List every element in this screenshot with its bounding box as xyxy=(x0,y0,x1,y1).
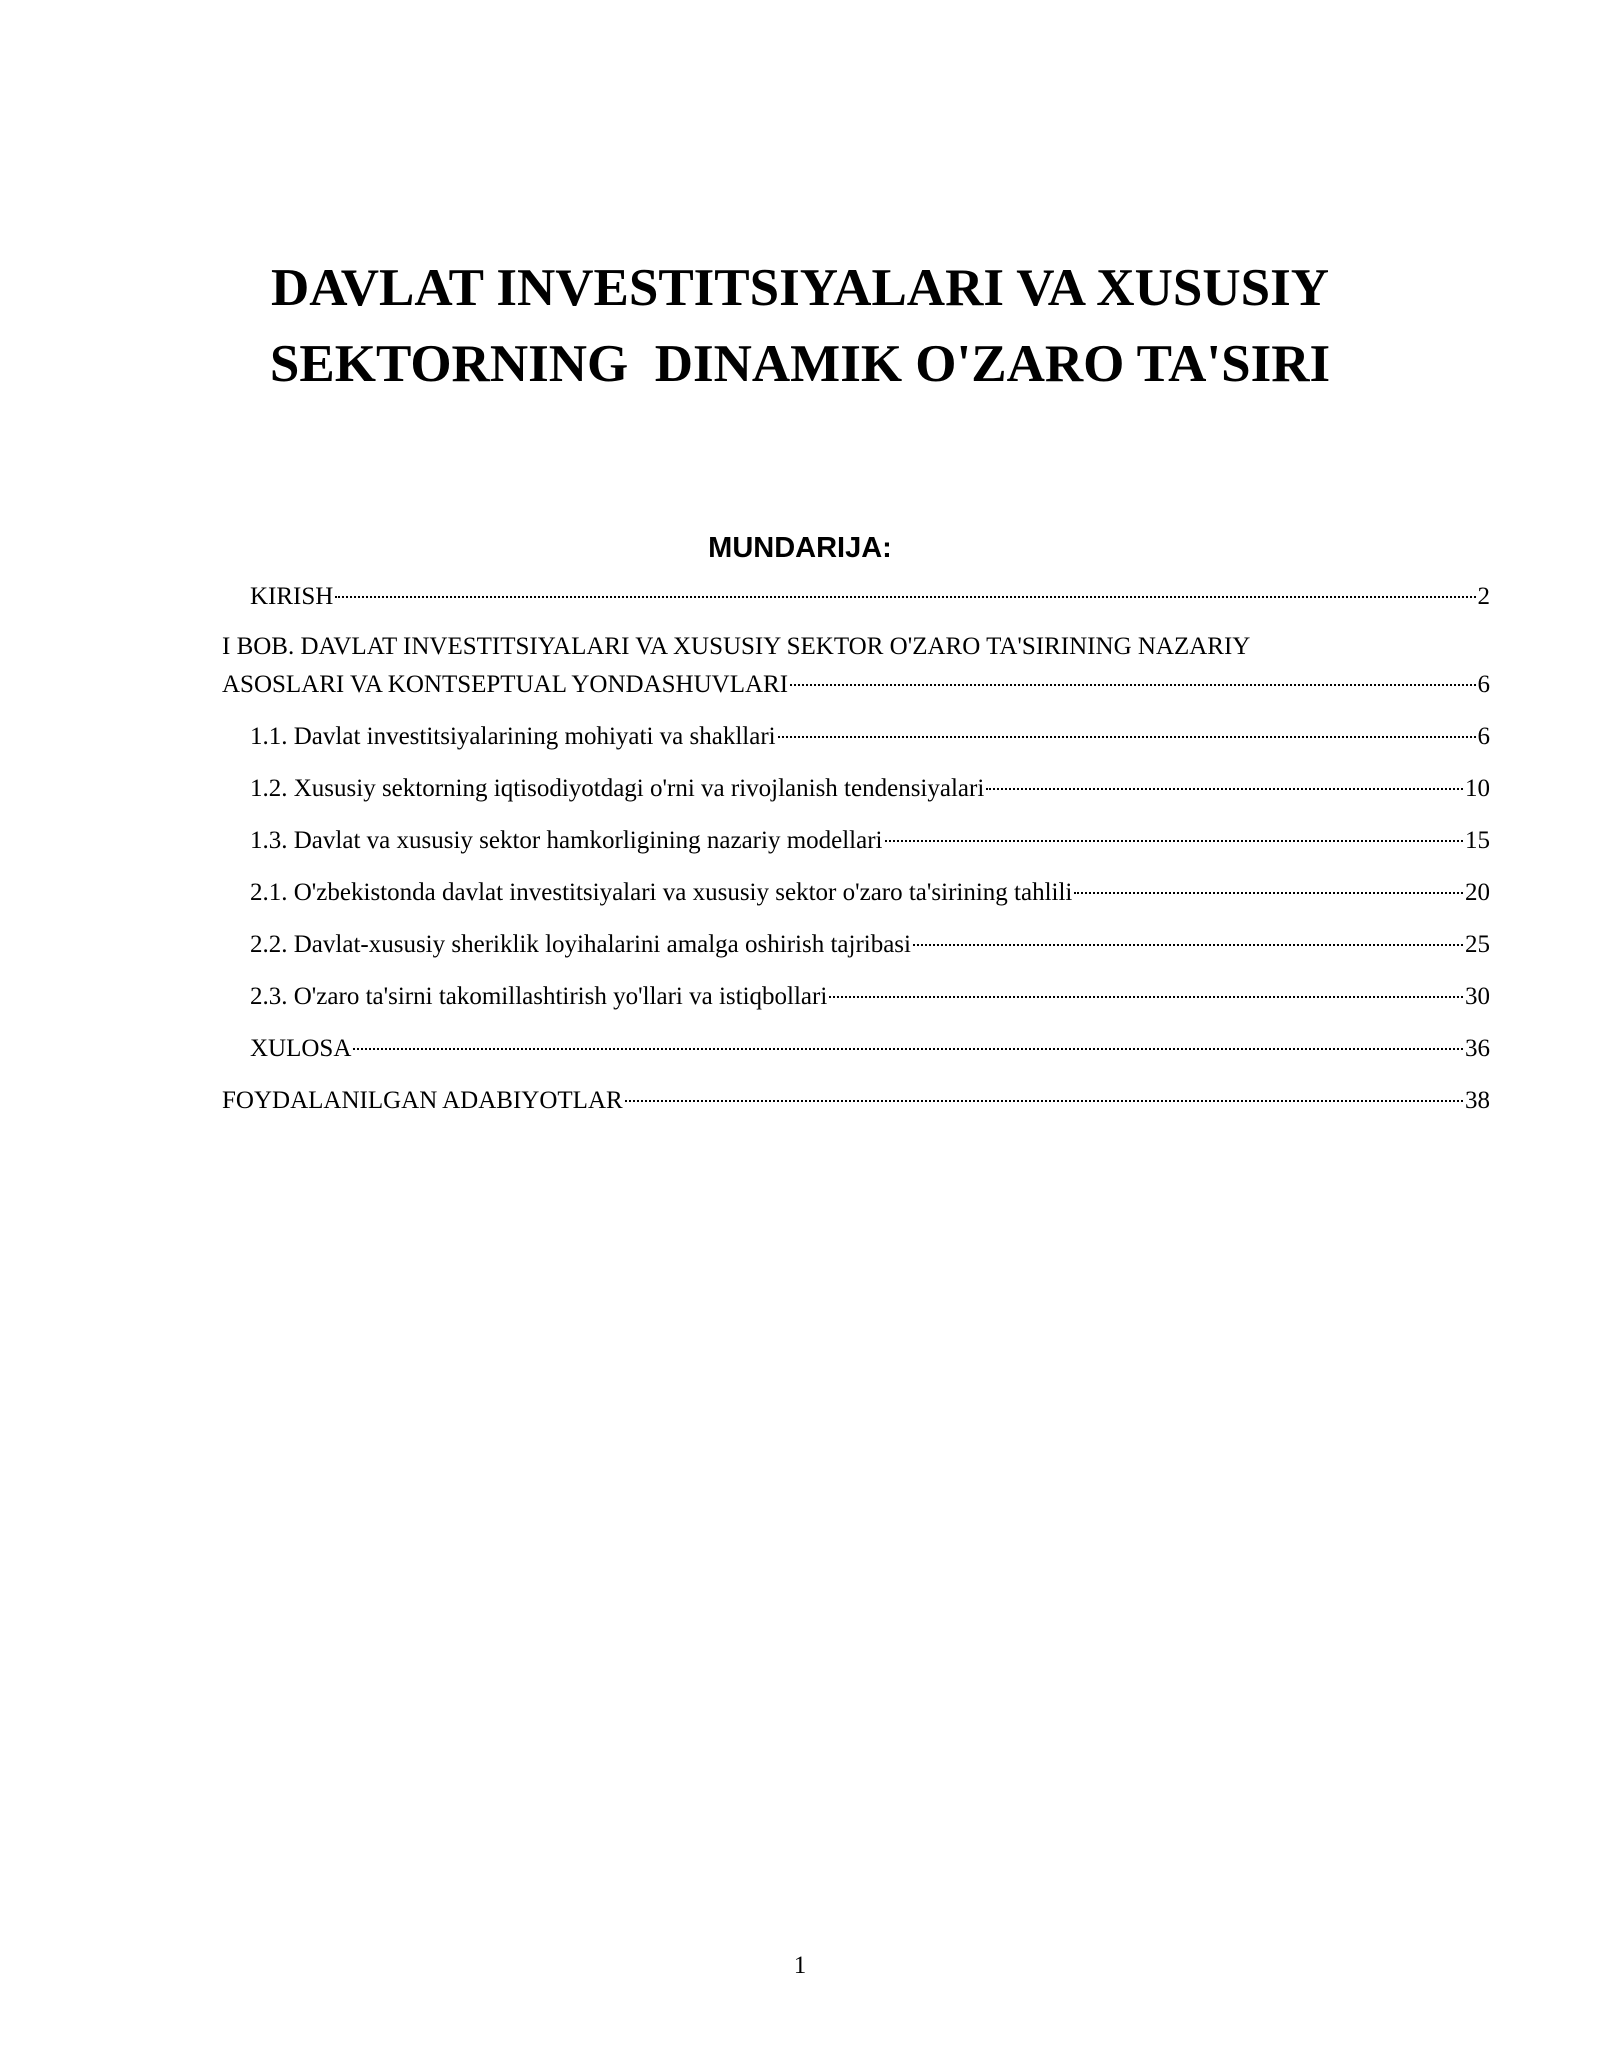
toc-entry-page: 6 xyxy=(1477,723,1490,750)
document-title-line-1: DAVLAT INVESTITSIYALARI VA XUSUSIY xyxy=(271,259,1329,317)
toc-entry-section-2-3[interactable] xyxy=(250,978,1490,1016)
toc-entry-xulosa[interactable] xyxy=(250,1030,1490,1068)
toc-dot-leader xyxy=(790,684,1475,686)
toc-dot-leader xyxy=(625,1100,1463,1102)
toc-entry-label: 1.2. Xususiy sektorning iqtisodiyotdagi o'rni va rivojlanish tendensiyalari xyxy=(250,775,985,802)
toc-entry-page: 30 xyxy=(1465,983,1490,1010)
toc-entry-label: FOYDALANILGAN ADABIYOTLAR xyxy=(222,1087,623,1114)
toc-entry-label-line-2: ASOSLARI VA KONTSEPTUAL YONDASHUVLARI xyxy=(222,671,789,698)
toc-entry-page: 38 xyxy=(1465,1087,1490,1114)
toc-dot-leader xyxy=(829,996,1463,998)
page-number: 1 xyxy=(793,1952,807,1979)
toc-dot-leader xyxy=(778,736,1476,738)
toc-entry-kirish[interactable] xyxy=(250,578,1490,616)
document-title-line-2: SEKTORNING DINAMIK O'ZARO TA'SIRI xyxy=(269,335,1331,393)
toc-entry-page: 2 xyxy=(1477,583,1490,610)
toc-dot-leader xyxy=(335,596,1475,598)
toc-dot-leader xyxy=(353,1048,1463,1050)
toc-dot-leader xyxy=(1074,892,1463,894)
toc-entry-section-2-2[interactable] xyxy=(250,926,1490,964)
toc-entry-chapter-1[interactable] xyxy=(222,628,1490,704)
toc-entry-section-2-1[interactable] xyxy=(250,874,1490,912)
toc-entry-label: 1.1. Davlat investitsiyalarining mohiyati va shakllari xyxy=(250,723,776,750)
toc-entry-label: 2.3. O'zaro ta'sirni takomillashtirish yo'llari va istiqbollari xyxy=(250,983,828,1010)
toc-entry-label: KIRISH xyxy=(250,583,334,610)
toc-entry-label: 1.3. Davlat va xususiy sektor hamkorligining nazariy modellari xyxy=(250,827,883,854)
toc-entry-section-1-1[interactable] xyxy=(250,718,1490,756)
toc-entry-label: 2.2. Davlat-xususiy sheriklik loyihalarini amalga oshirish tajribasi xyxy=(250,931,911,958)
toc-dot-leader xyxy=(986,788,1463,790)
toc-entry-section-1-3[interactable] xyxy=(250,822,1490,860)
toc-dot-leader xyxy=(885,840,1464,842)
toc-entry-page: 25 xyxy=(1465,931,1490,958)
toc-entry-label: XULOSA xyxy=(250,1035,352,1062)
document-title xyxy=(0,250,1600,402)
toc-heading: MUNDARIJA: xyxy=(708,532,892,564)
toc-entry-page: 6 xyxy=(1477,671,1490,698)
toc-entry-label: 2.1. O'zbekistonda davlat investitsiyalari va xususiy sektor o'zaro ta'sirining tahlili xyxy=(250,879,1073,906)
toc-entry-section-1-2[interactable] xyxy=(250,770,1490,808)
toc-entry-page: 15 xyxy=(1465,827,1490,854)
toc-entry-page: 20 xyxy=(1465,879,1490,906)
toc-entry-page: 36 xyxy=(1465,1035,1490,1062)
toc-entry-label-line-1: I BOB. DAVLAT INVESTITSIYALARI VA XUSUSIY SEKTOR O'ZARO TA'SIRINING NAZARIY xyxy=(222,633,1251,660)
toc-entry-page: 10 xyxy=(1465,775,1490,802)
toc-entry-references[interactable] xyxy=(222,1082,1490,1120)
toc-dot-leader xyxy=(913,944,1463,946)
